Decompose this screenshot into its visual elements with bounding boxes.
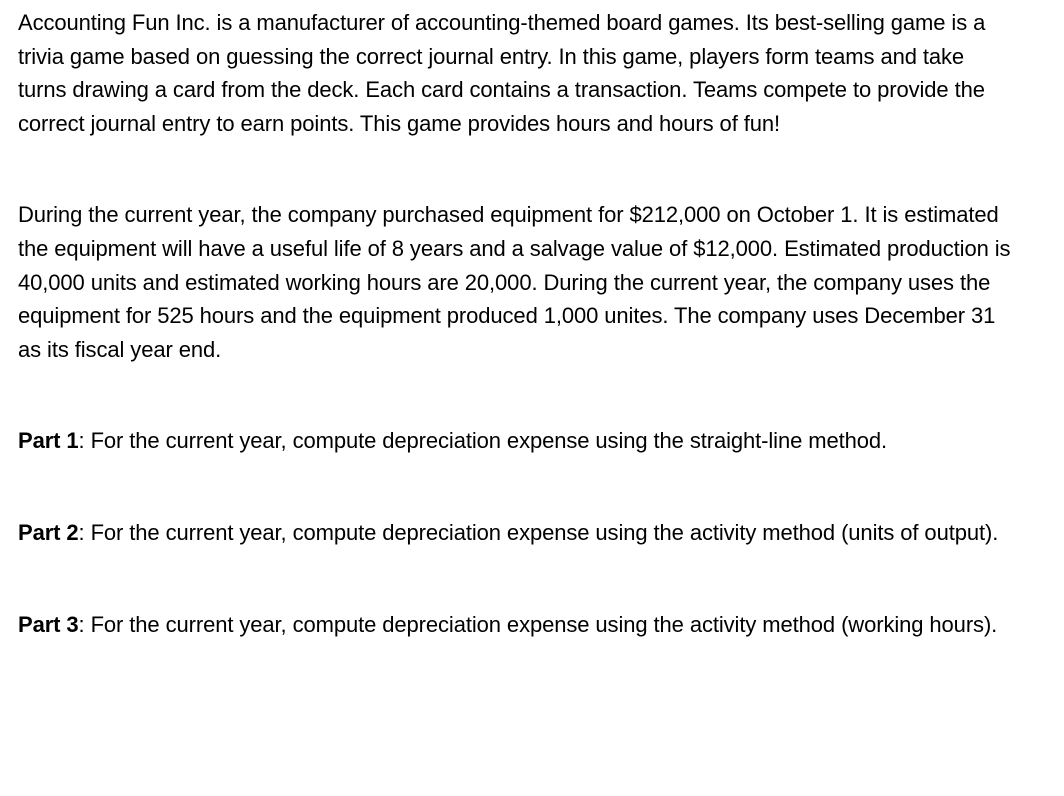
part-1-label: Part 1	[18, 428, 79, 454]
part-3-text: : For the current year, compute depreciation expense using the activity method (working hours).	[78, 611, 998, 637]
part-2-text: : For the current year, compute depreciation expense using the activity method (units of output).	[78, 519, 999, 545]
part-2-question	[18, 516, 1018, 550]
part-1-text: : For the current year, compute depreciation expense using the straight-line method.	[78, 428, 888, 454]
scenario-paragraph: During the current year, the company purchased equipment for $212,000 on October 1. It is estimated the equipment will have a useful life of 8 years and a salvage value of $12,000. Estimated production is 40,000 units and estimated working hours are 20,000. During the current year, the company uses the equipment for 525 hours and the equipment produced 1,000 unites. The company uses December 31 as its fiscal year end.	[18, 202, 1011, 362]
part-3-question	[18, 608, 1018, 642]
document-body	[18, 6, 1018, 641]
part-1-question	[18, 424, 1018, 458]
part-2-label: Part 2	[18, 519, 79, 545]
intro-paragraph: Accounting Fun Inc. is a manufacturer of accounting-themed board games. Its best-selling game is a trivia game based on guessing the correct journal entry. In this game, players form teams and take turns drawing a card from the deck. Each card contains a transaction. Teams compete to provide the correct journal entry to earn points. This game provides hours and hours of fun!	[18, 10, 986, 136]
part-3-label: Part 3	[18, 611, 79, 637]
